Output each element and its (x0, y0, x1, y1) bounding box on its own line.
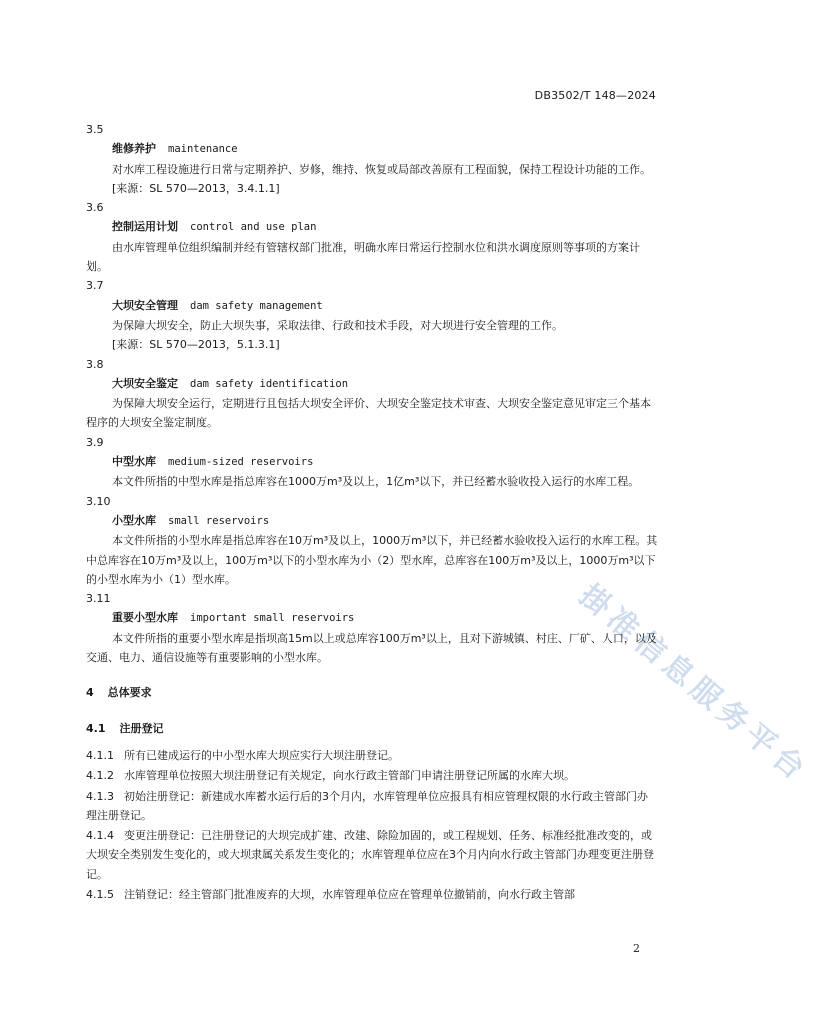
term-block (86, 120, 658, 198)
term-number: 3.7 (86, 279, 104, 293)
term-number: 3.9 (86, 435, 104, 449)
term-en: small reservoirs (168, 514, 270, 527)
term-en: medium-sized reservoirs (168, 456, 314, 469)
term-block (86, 276, 658, 354)
document-code: DB3502/T 148—2024 (534, 89, 656, 102)
term-source: [来源：SL 570—2013，5.1.3.1] (112, 338, 280, 352)
clause-text: 变更注册登记：已注册登记的大坝完成扩建、改建、除险加固的，或工程规划、任务、标准经批准改变的，或大坝安全类别发生变化的，或大坝隶属关系发生变化的；水库管理单位应在3个月内向水行政主管部门办理变更注册登记。 (86, 829, 654, 881)
clause-number: 4.1.3 (86, 789, 114, 803)
term-zh: 小型水库 (112, 513, 156, 527)
clause-number: 4.1.1 (86, 748, 114, 762)
term-number: 3.5 (86, 123, 104, 136)
clause-text: 水库管理单位按照大坝注册登记有关规定，向水行政主管部门申请注册登记所属的水库大坝。 (124, 769, 575, 783)
page-number: 2 (633, 942, 640, 955)
term-block (86, 589, 658, 667)
section-number: 4.1 (86, 721, 106, 735)
clause (86, 787, 658, 826)
term-en: control and use plan (190, 221, 317, 234)
section-title: 注册登记 (119, 721, 164, 735)
term-zh: 控制运用计划 (112, 220, 178, 234)
term-definition: 本文件所指的小型水库是指总库容在10万m³及以上，1000万m³以下，并已经蓄水验收投入运行的水库工程。其中总库容在10万m³及以上，100万m³以下的小型水库为小（2）型水库，总库容在100万m³及以上，1000万m³以下的小型水库为小（1）型水库。 (86, 534, 658, 586)
clause-text: 所有已建成运行的中小型水库大坝应实行大坝注册登记。 (124, 748, 399, 762)
term-en: dam safety management (190, 299, 323, 312)
term-definition: 本文件所指的中型水库是指总库容在1000万m³及以上，1亿m³以下，并已经蓄水验收投入运行的水库工程。 (112, 475, 640, 489)
term-zh: 大坝安全管理 (112, 298, 178, 312)
chapter-heading (86, 683, 658, 702)
clause (86, 746, 658, 765)
term-en: dam safety identification (190, 377, 349, 390)
term-block (86, 492, 658, 589)
term-number: 3.8 (86, 357, 104, 371)
term-number: 3.11 (86, 592, 111, 606)
term-definition: 由水库管理单位组织编制并经有管辖权部门批准，明确水库日常运行控制水位和洪水调度原则等事项的方案计划。 (86, 240, 640, 274)
term-zh: 重要小型水库 (112, 611, 178, 625)
term-block (86, 198, 658, 276)
clause-number: 4.1.4 (86, 829, 114, 843)
clause-number: 4.1.2 (86, 769, 114, 783)
term-number: 3.10 (86, 494, 111, 508)
watermark: 掛准信息服务平台 (572, 578, 816, 791)
term-number: 3.6 (86, 201, 104, 215)
term-zh: 大坝安全鉴定 (112, 376, 178, 390)
clause-number: 4.1.5 (86, 887, 114, 901)
term-zh: 中型水库 (112, 455, 156, 469)
clause-text: 注销登记：经主管部门批准废弃的大坝，水库管理单位应在管理单位撤销前，向水行政主管部 (124, 887, 575, 901)
term-definition: 本文件所指的重要小型水库是指坝高15m以上或总库容100万m³以上，且对下游城镇、村庄、厂矿、人口，以及交通、电力、通信设施等有重要影响的小型水库。 (86, 631, 657, 665)
clause (86, 766, 658, 785)
clause-text: 初始注册登记：新建成水库蓄水运行后的3个月内，水库管理单位应报具有相应管理权限的水行政主管部门办理注册登记。 (86, 789, 648, 822)
document-body (86, 120, 658, 904)
chapter-number: 4 (86, 686, 94, 700)
section-heading (86, 719, 658, 738)
term-definition: 对水库工程设施进行日常与定期养护、岁修，维持、恢复或局部改善原有工程面貌，保持工程设计功能的工作。 (112, 162, 651, 176)
term-en: maintenance (168, 143, 238, 156)
term-block (86, 433, 658, 492)
chapter-title: 总体要求 (107, 686, 152, 700)
term-zh: 维修养护 (112, 142, 156, 156)
term-block (86, 355, 658, 433)
clause (86, 885, 658, 904)
term-en: important small reservoirs (190, 612, 355, 625)
term-definition: 为保障大坝安全运行，定期进行且包括大坝安全评价、大坝安全鉴定技术审查、大坝安全鉴定意见审定三个基本程序的大坝安全鉴定制度。 (86, 397, 651, 430)
term-definition: 为保障大坝安全，防止大坝失事，采取法律、行政和技术手段，对大坝进行安全管理的工作。 (112, 318, 563, 332)
term-source: [来源：SL 570—2013，3.4.1.1] (112, 181, 280, 195)
clause (86, 826, 658, 884)
